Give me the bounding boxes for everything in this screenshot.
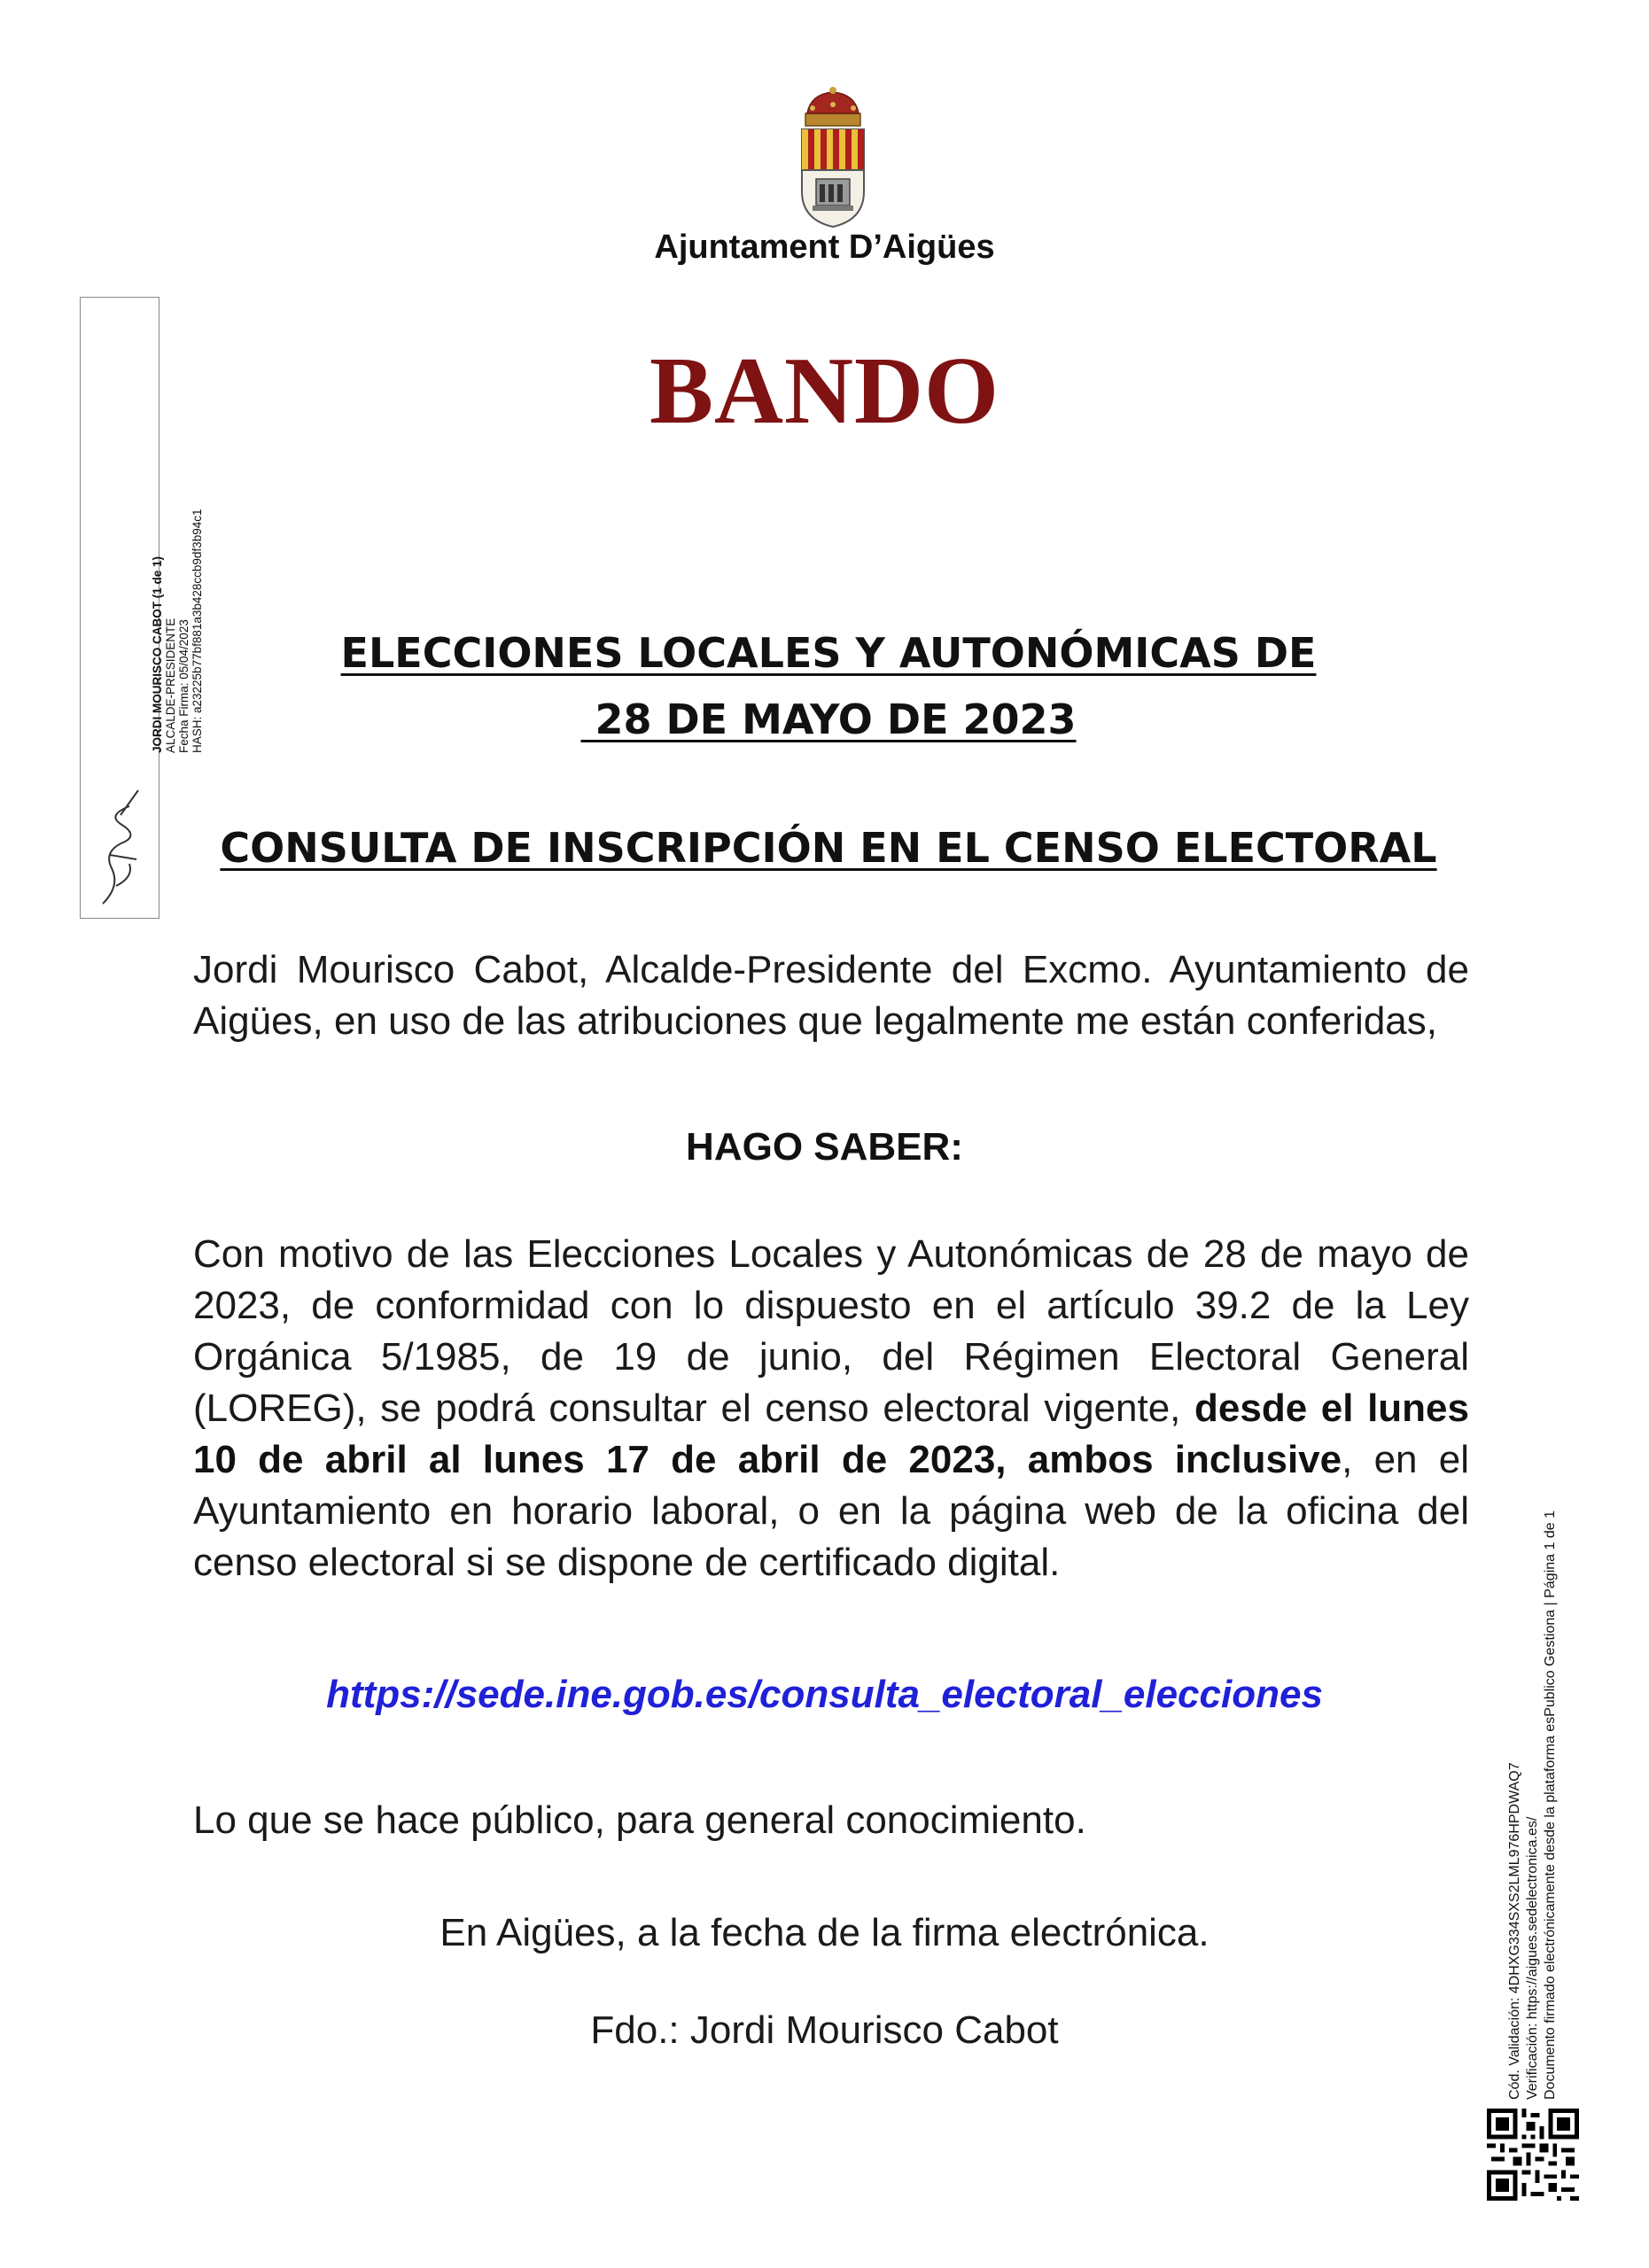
signature-metadata <box>151 292 204 753</box>
intro-paragraph: Jordi Mourisco Cabot, Alcalde-Presidente del Excmo. Ayuntamiento de Aigües, en uso de las atribuciones que legalmente me están conferidas, <box>193 948 1469 1043</box>
place-and-date: En Aigües, a la fecha de la firma electrónica. <box>439 1911 1210 1954</box>
verification-url: Verificación: https://aigues.sedelectronica.es/ <box>1525 1816 1540 2100</box>
heading-date: 28 DE MAYO DE 2023 <box>580 695 1077 743</box>
main-paragraph-dates: desde el lunes 10 de abril al lunes 17 de abril de 2023, ambos inclusive <box>193 1386 1469 1481</box>
main-paragraph-part1: Con motivo de las Elecciones Locales y Autonómicas de 28 de mayo de 2023, de conformidad con lo dispuesto en el artículo 39.2 de la Ley Orgánica 5/1985, de 19 de junio, del Régimen Electoral General (LOREG), se podrá consultar el censo electoral vigente, <box>193 1232 1469 1430</box>
platform-note: Documento firmado electrónicamente desde la plataforma esPublico Gestiona | Página 1 de 1 <box>1543 1511 1558 2100</box>
signature-hash: HASH: a23225b77bf881a3b428ccb9df3b94c1 <box>191 509 204 753</box>
signature-date: Fecha Firma: 05/04/2023 <box>177 619 191 753</box>
heading-census-consultation: CONSULTA DE INSCRIPCIÓN EN EL CENSO ELECTORAL <box>220 824 1437 872</box>
signer-name: JORDI MOURISCO CABOT (1 de 1) <box>151 555 164 753</box>
signer-role: ALCALDE-PRESIDENTE <box>164 617 177 753</box>
handwritten-signature-icon <box>85 780 152 913</box>
signatory: Fdo.: Jordi Mourisco Cabot <box>590 2008 1059 2052</box>
main-paragraph <box>193 1229 1469 1588</box>
main-paragraph-part2: , en el Ayuntamiento en horario laboral, o en la página web de la oficina del censo electoral si se dispone de certificado digital. <box>193 1438 1469 1584</box>
heading-elections: ELECCIONES LOCALES Y AUTONÓMICAS DE <box>340 629 1317 677</box>
organization-name: Ajuntament D’Aigües <box>654 229 995 266</box>
census-consultation-link[interactable]: https://sede.ine.gob.es/consulta_electoral_elecciones <box>326 1673 1323 1716</box>
document-title: BANDO <box>649 338 1000 444</box>
qr-code-icon[interactable] <box>1487 2109 1579 2201</box>
hago-saber-heading: HAGO SABER: <box>686 1125 963 1169</box>
coat-of-arms-icon <box>793 87 873 229</box>
validation-metadata <box>1506 1391 1560 2100</box>
closing-statement: Lo que se hace público, para general conocimiento. <box>193 1798 1086 1842</box>
validation-code: Cód. Validación: 4DHXG334SXS2LML976HPDWAQ7 <box>1507 1762 1522 2100</box>
